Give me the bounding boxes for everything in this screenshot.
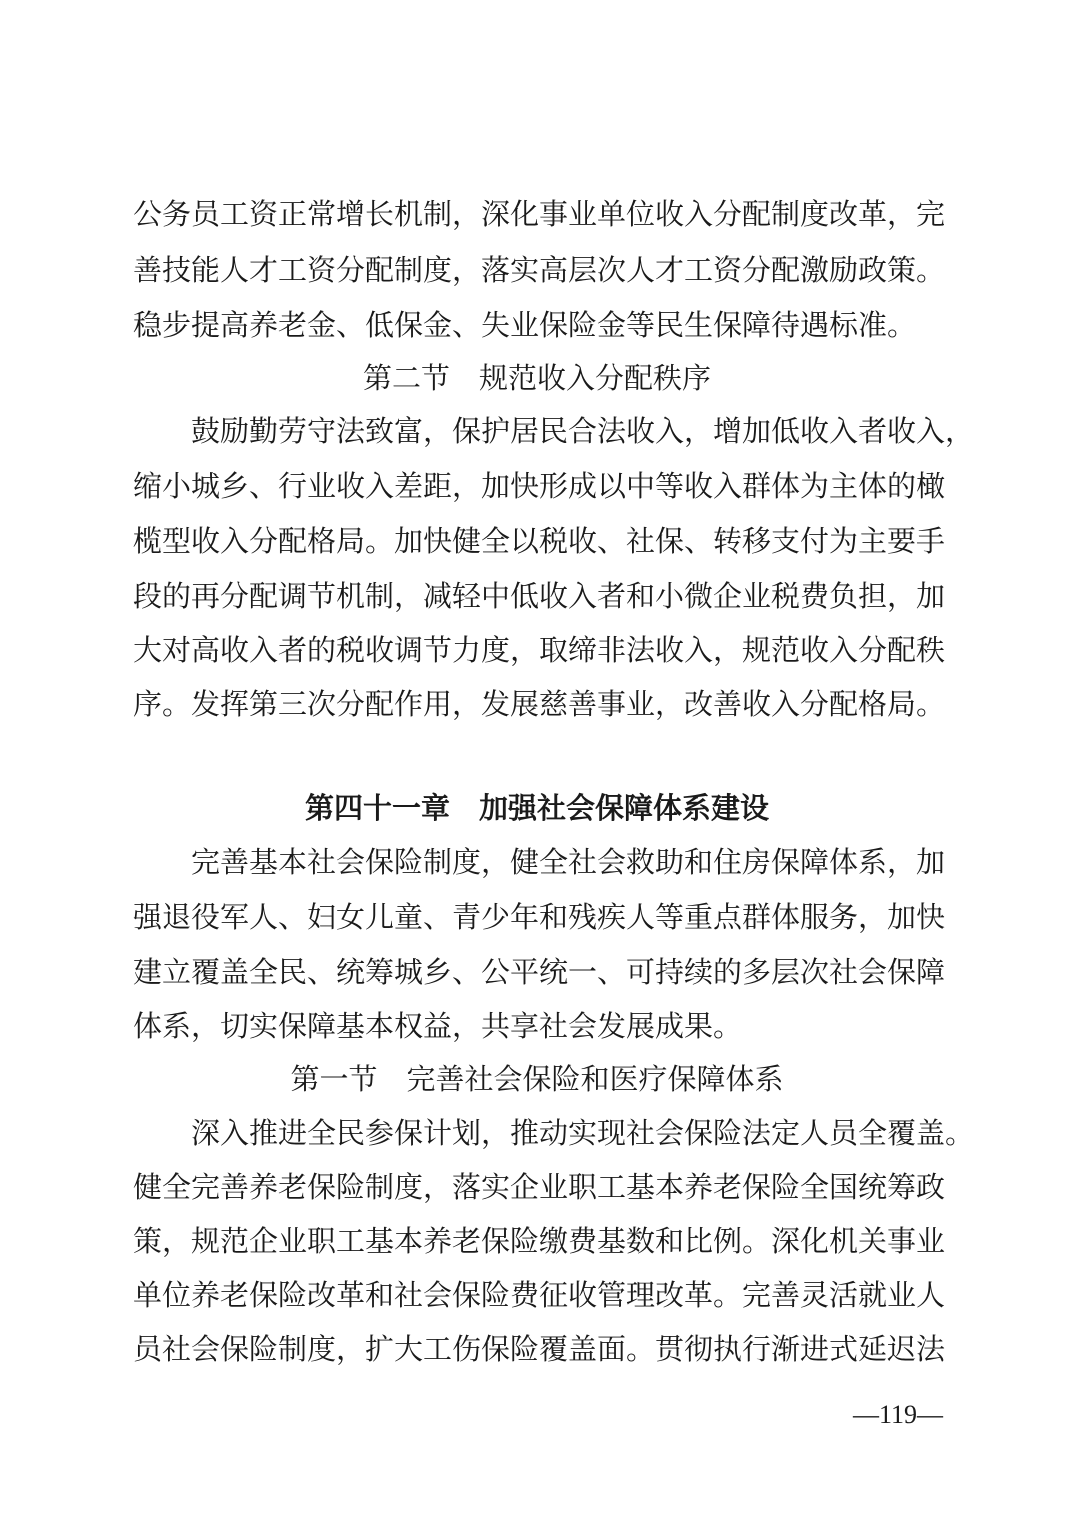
body-text-line: 稳步提高养老金、低保金、失业保险金等民生保障待遇标准。 <box>133 308 917 342</box>
body-text-line: 单位养老保险改革和社会保险费征收管理改革。完善灵活就业人 <box>133 1278 946 1312</box>
body-text-line: 善技能人才工资分配制度，落实高层次人才工资分配激励政策。 <box>133 253 946 287</box>
body-text-line: 深入推进全民参保计划，推动实现社会保险法定人员全覆盖。 <box>191 1116 975 1150</box>
body-text-line: 大对高收入者的税收调节力度，取缔非法收入，规范收入分配秩 <box>133 633 946 667</box>
body-text-line: 缩小城乡、行业收入差距，加快形成以中等收入群体为主体的橄 <box>133 469 946 503</box>
body-text-line: 段的再分配调节机制，减轻中低收入者和小微企业税费负担，加 <box>133 579 946 613</box>
page-number: —119— <box>852 1400 943 1429</box>
body-text-line: 强退役军人、妇女儿童、青少年和残疾人等重点群体服务，加快 <box>133 900 946 934</box>
section-title: 第二节 规范收入分配秩序 <box>362 361 711 395</box>
body-text-line: 策，规范企业职工基本养老保险缴费基数和比例。深化机关事业 <box>133 1224 946 1258</box>
body-text-line: 完善基本社会保险制度，健全社会救助和住房保障体系，加 <box>191 845 946 879</box>
body-text-line: 体系，切实保障基本权益，共享社会发展成果。 <box>133 1009 743 1043</box>
body-text-line: 榄型收入分配格局。加快健全以税收、社保、转移支付为主要手 <box>133 524 946 558</box>
body-text-line: 员社会保险制度，扩大工伤保险覆盖面。贯彻执行渐进式延迟法 <box>133 1332 946 1366</box>
body-text-line: 公务员工资正常增长机制，深化事业单位收入分配制度改革，完 <box>133 197 946 231</box>
body-text-line: 建立覆盖全民、统筹城乡、公平统一、可持续的多层次社会保障 <box>133 955 946 989</box>
body-text-line: 健全完善养老保险制度，落实企业职工基本养老保险全国统筹政 <box>133 1170 946 1204</box>
body-text-line: 序。发挥第三次分配作用，发展慈善事业，改善收入分配格局。 <box>133 687 946 721</box>
chapter-title: 第四十一章 加强社会保障体系建设 <box>304 791 769 825</box>
body-text-line: 鼓励勤劳守法致富，保护居民合法收入，增加低收入者收入， <box>191 414 975 448</box>
section-title: 第一节 完善社会保险和医疗保障体系 <box>290 1062 784 1096</box>
